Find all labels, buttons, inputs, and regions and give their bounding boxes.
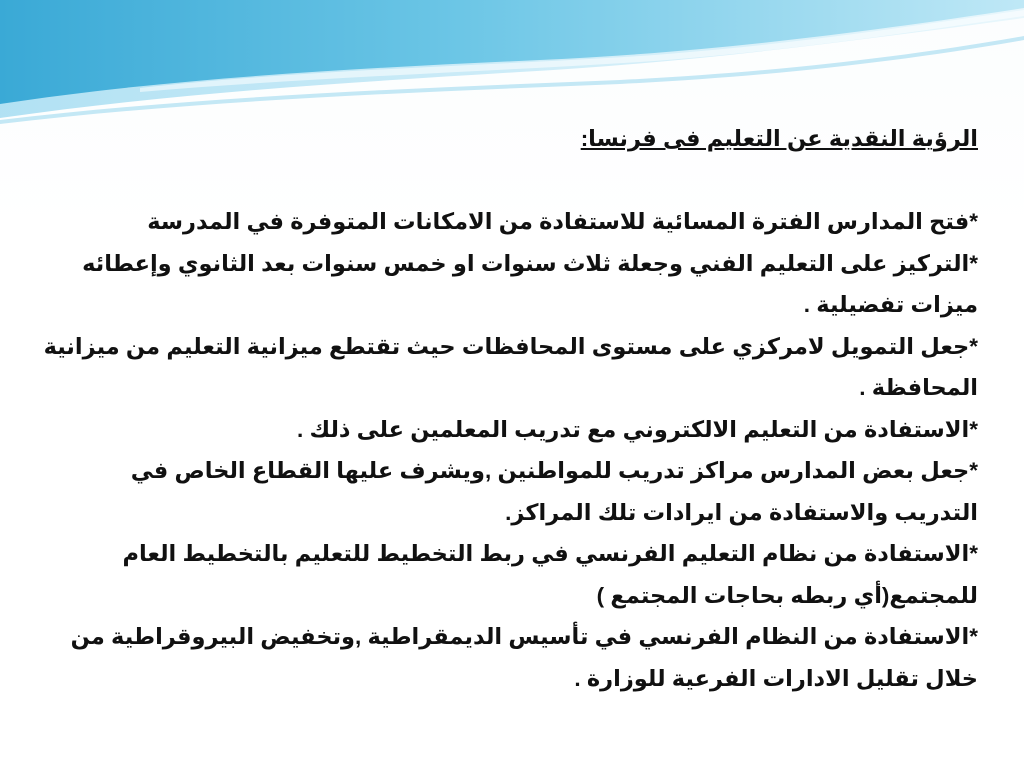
header-wave-decoration <box>0 0 1024 130</box>
point-item: *فتح المدارس الفترة المسائية للاستفادة من الامكانات المتوفرة في المدرسة <box>147 209 978 234</box>
spacer <box>43 160 978 202</box>
point-item: *الاستفادة من التعليم الالكتروني مع تدريب المعلمين على ذلك . <box>296 416 978 442</box>
point-item: *جعل التمويل لامركزي على مستوى المحافظات حيث تقتطع ميزانية التعليم من ميزانية المحافظة . <box>43 333 978 400</box>
point-item: *جعل بعض المدارس مراكز تدريب للمواطنين ,ويشرف عليها القطاع الخاص في التدريب والاستفادة من ايرادات تلك المراكز. <box>130 458 978 525</box>
point-item: *الاستفادة من نظام التعليم الفرنسي في ربط التخطيط للتعليم بالتخطيط العام للمجتمع(أي ربطه بحاجات المجتمع ) <box>122 541 978 608</box>
point-item: *الاستفادة من النظام الفرنسي في تأسيس الديمقراطية ,وتخفيض البيروقراطية من خلال تقليل الادارات الفرعية للوزارة . <box>70 624 978 691</box>
point-item: *التركيز على التعليم الفني وجعلة ثلاث سنوات او خمس سنوات بعد الثانوي وإعطائه ميزات تفضيلية . <box>82 250 978 317</box>
slide-heading: الرؤية النقدية عن التعليم فى فرنسا: <box>580 126 978 151</box>
slide-content <box>43 118 978 699</box>
